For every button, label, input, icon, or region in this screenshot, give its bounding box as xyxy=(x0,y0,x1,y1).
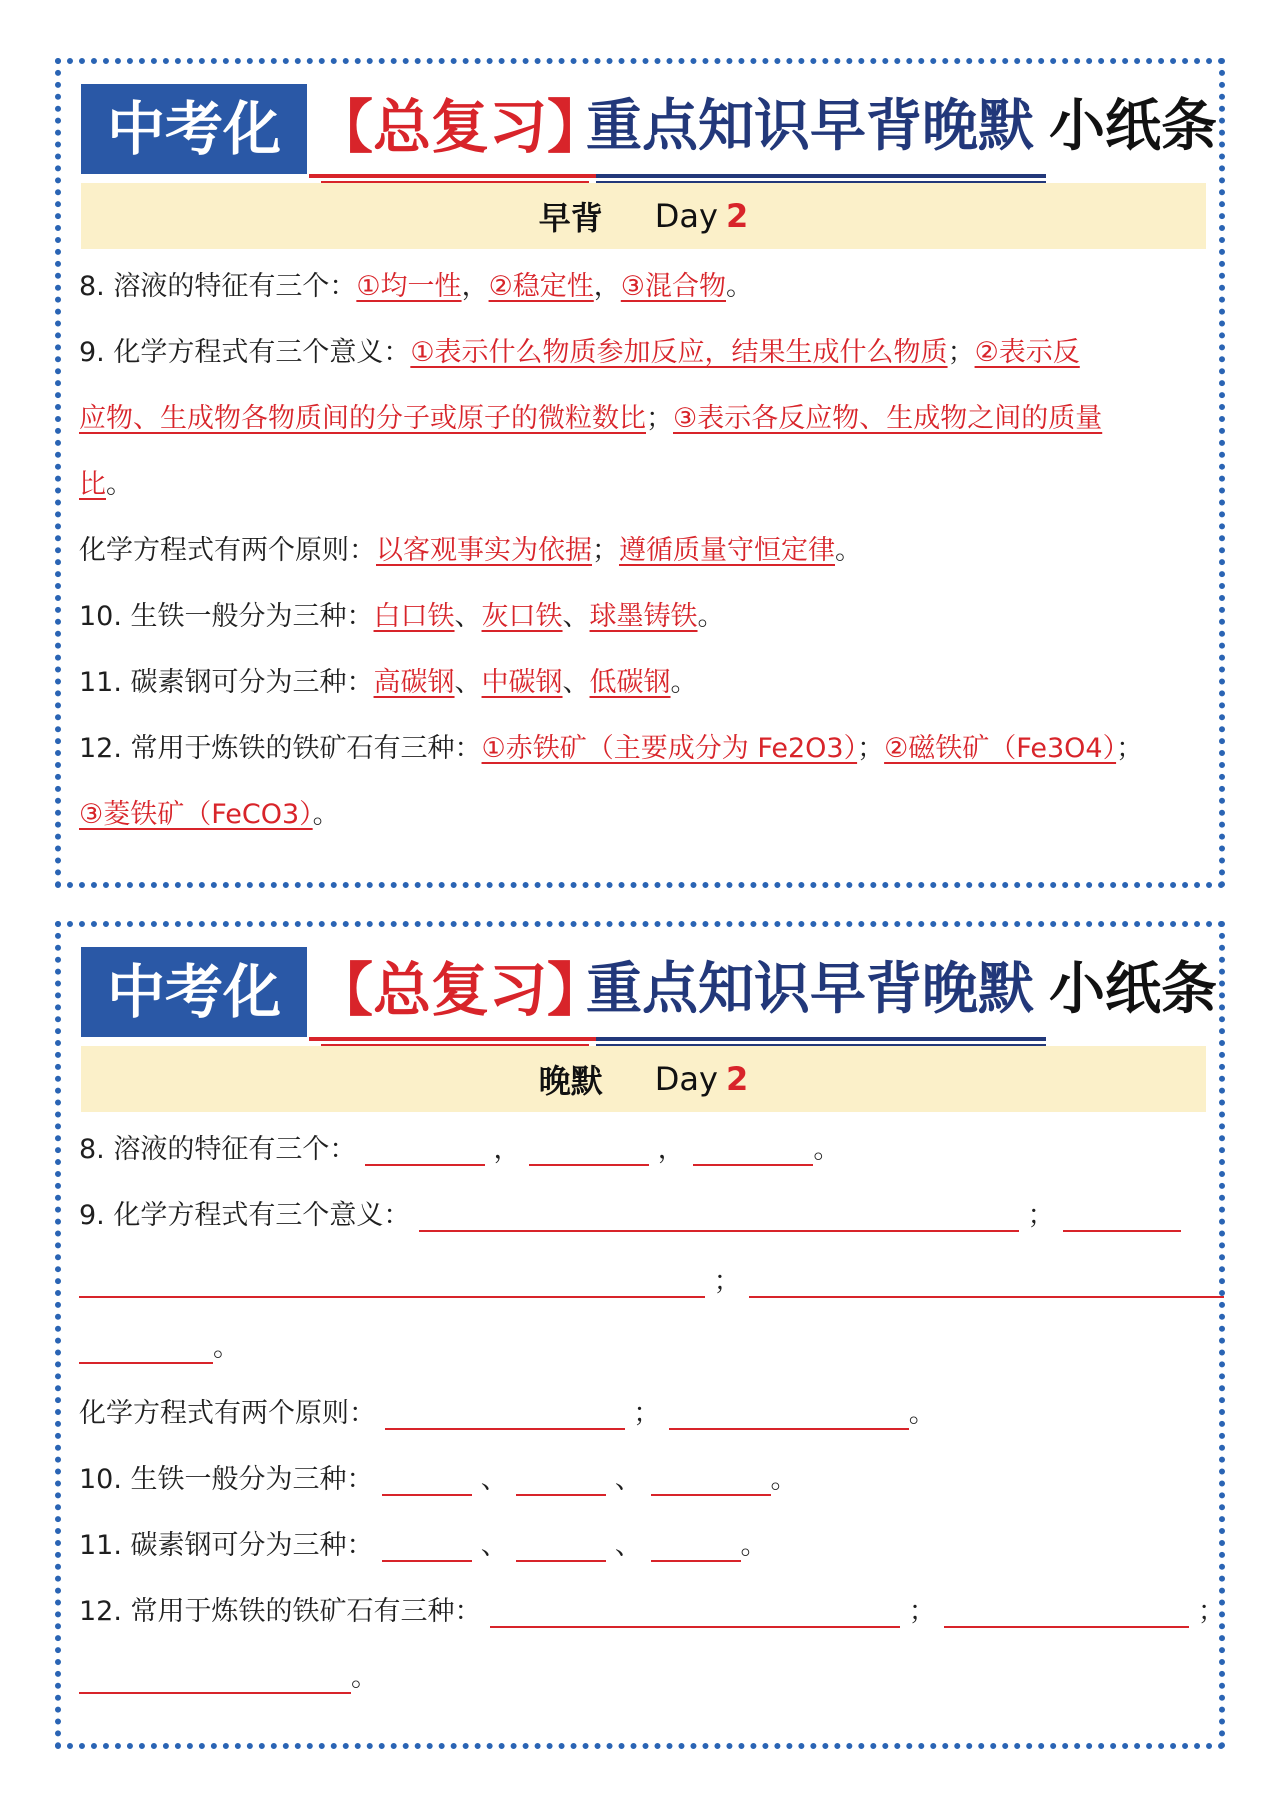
morning-card xyxy=(55,58,1225,888)
answer-blank[interactable] xyxy=(693,1126,813,1166)
day-number: 2 xyxy=(725,197,749,235)
answer-blank[interactable] xyxy=(1063,1192,1181,1232)
answer-blank[interactable] xyxy=(651,1456,771,1496)
answer: 灰口铁 xyxy=(481,601,563,632)
answer-blank[interactable] xyxy=(490,1588,900,1628)
day-number: 2 xyxy=(725,1060,749,1098)
answer: ③表示各反应物、生成物之间的质量 xyxy=(673,403,1103,434)
answer: 中碳钢 xyxy=(481,667,563,698)
question-9-cont: 应物、生成物各物质间的分子或原子的微粒数比；③表示各反应物、生成物之间的质量 xyxy=(79,403,1103,434)
answer: ②表示反 xyxy=(974,337,1080,368)
title-review: 【总复习】 xyxy=(315,93,606,161)
answer-blank[interactable] xyxy=(669,1390,909,1430)
section-header xyxy=(81,183,1206,249)
card-title xyxy=(81,945,1217,1041)
day-label: Day xyxy=(654,1060,718,1098)
question-9-cont: 比。 xyxy=(79,469,133,500)
answer-blank[interactable] xyxy=(516,1522,606,1562)
question-8: 8. 溶液的特征有三个：①均一性，②稳定性，③混合物。 xyxy=(79,271,753,302)
answer-blank[interactable] xyxy=(419,1192,1019,1232)
answer-blank[interactable] xyxy=(529,1126,649,1166)
answer: ③混合物 xyxy=(620,271,726,302)
answer-blank[interactable] xyxy=(651,1522,741,1562)
answer: 以客观事实为依据 xyxy=(376,535,592,566)
title-review: 【总复习】 xyxy=(315,956,606,1024)
title-underline xyxy=(596,1037,1046,1041)
title-suffix: 小纸条 xyxy=(1049,94,1217,159)
section-header xyxy=(81,1046,1206,1112)
title-suffix: 小纸条 xyxy=(1049,957,1217,1022)
title-badge: 中考化 xyxy=(81,84,307,174)
question-8: 8. 溶液的特征有三个： ， ， 。 xyxy=(79,1117,1211,1183)
question-9b: 化学方程式有两个原则： ； 。 xyxy=(79,1381,1211,1447)
card-title xyxy=(81,82,1217,178)
answer-blank[interactable] xyxy=(79,1654,351,1694)
answer: ①赤铁矿（主要成分为 Fe2O3） xyxy=(481,733,858,764)
answer-blank[interactable] xyxy=(79,1324,213,1364)
question-list xyxy=(79,254,1211,848)
evening-card xyxy=(55,921,1225,1749)
answer-blank[interactable] xyxy=(385,1390,625,1430)
answer-blank[interactable] xyxy=(365,1126,485,1166)
question-11: 11. 碳素钢可分为三种：高碳钢、中碳钢、低碳钢。 xyxy=(79,667,698,698)
answer-blank[interactable] xyxy=(382,1456,472,1496)
answer-blank[interactable] xyxy=(516,1456,606,1496)
question-9-cont: ； xyxy=(79,1249,1211,1315)
answer: ③菱铁矿（FeCO3） xyxy=(79,799,313,830)
answer: 比 xyxy=(79,469,106,500)
question-9b: 化学方程式有两个原则：以客观事实为依据；遵循质量守恒定律。 xyxy=(79,535,862,566)
question-list xyxy=(79,1117,1225,1711)
answer-blank[interactable] xyxy=(382,1522,472,1562)
answer: ②稳定性 xyxy=(488,271,594,302)
section-label: 晚默 xyxy=(538,1062,603,1100)
title-underline xyxy=(596,174,1046,178)
question-12-cont: ③菱铁矿（FeCO3）。 xyxy=(79,799,340,830)
answer: 高碳钢 xyxy=(373,667,455,698)
question-12: 12. 常用于炼铁的铁矿石有三种：①赤铁矿（主要成分为 Fe2O3）；②磁铁矿（Fe3O4）； xyxy=(79,733,1144,764)
section-label: 早背 xyxy=(538,199,603,237)
answer-blank[interactable] xyxy=(749,1258,1224,1298)
question-11: 11. 碳素钢可分为三种： 、 、 。 xyxy=(79,1513,1211,1579)
title-badge: 中考化 xyxy=(81,947,307,1037)
question-12: 12. 常用于炼铁的铁矿石有三种： ； ； xyxy=(79,1579,1211,1645)
title-underline xyxy=(309,174,596,178)
question-9: 9. 化学方程式有三个意义：①表示什么物质参加反应，结果生成什么物质；②表示反 xyxy=(79,337,1080,368)
question-12-cont: 。 xyxy=(79,1645,1211,1711)
title-main: 重点知识早背晚默 xyxy=(586,957,1034,1022)
answer: 白口铁 xyxy=(373,601,455,632)
answer: 低碳钢 xyxy=(589,667,671,698)
answer-blank[interactable] xyxy=(944,1588,1189,1628)
answer: 应物、生成物各物质间的分子或原子的微粒数比 xyxy=(79,403,646,434)
answer: ①均一性 xyxy=(356,271,462,302)
question-9: 9. 化学方程式有三个意义： ； xyxy=(79,1183,1211,1249)
answer: ②磁铁矿（Fe3O4） xyxy=(884,733,1117,764)
question-10: 10. 生铁一般分为三种： 、 、 。 xyxy=(79,1447,1211,1513)
answer-blank[interactable] xyxy=(79,1258,705,1298)
answer: 球墨铸铁 xyxy=(589,601,698,632)
day-label: Day xyxy=(654,197,718,235)
title-main: 重点知识早背晚默 xyxy=(586,94,1034,159)
question-9-cont: 。 xyxy=(79,1315,1211,1381)
answer: 遵循质量守恒定律 xyxy=(619,535,835,566)
answer: ①表示什么物质参加反应，结果生成什么物质 xyxy=(410,337,948,368)
title-underline xyxy=(309,1037,596,1041)
question-10: 10. 生铁一般分为三种：白口铁、灰口铁、球墨铸铁。 xyxy=(79,601,725,632)
